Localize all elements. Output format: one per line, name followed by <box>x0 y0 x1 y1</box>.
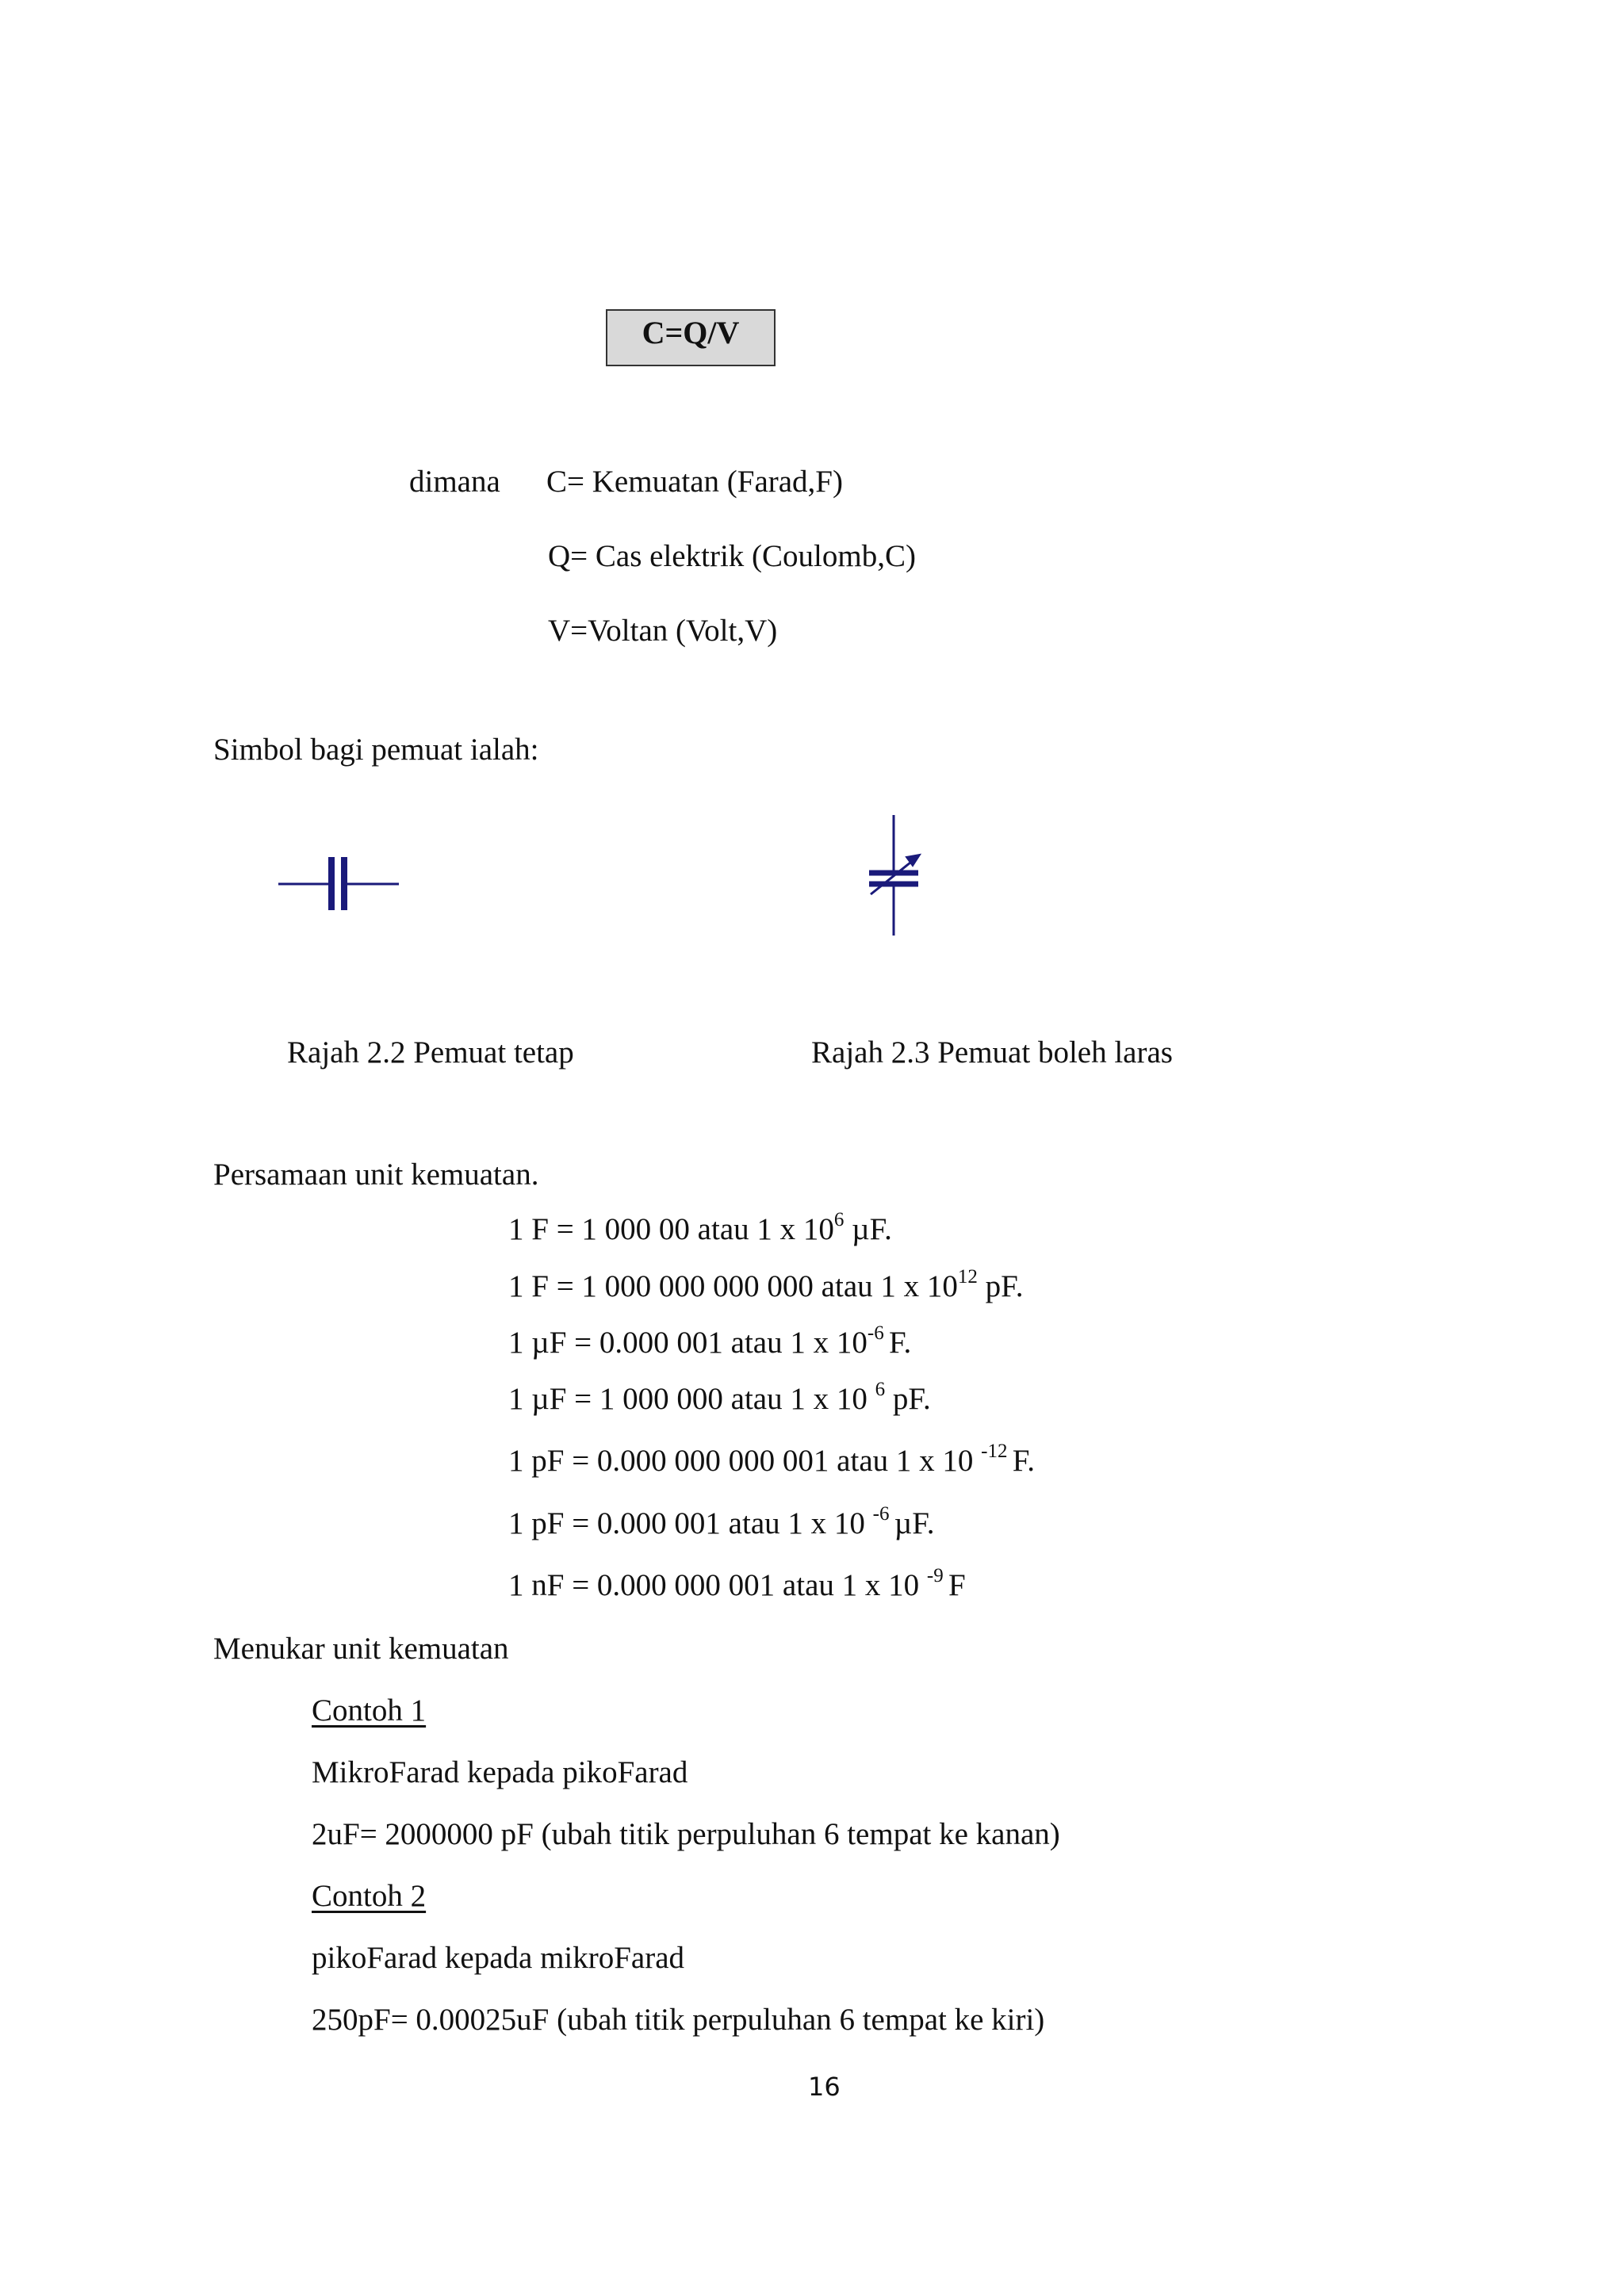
example-1-title: Contoh 1 <box>312 1693 427 1728</box>
unit-line: 1 F = 1 000 00 atau 1 x $10^6$ µF. <box>508 1209 892 1246</box>
example-2-title: Contoh 2 <box>312 1879 427 1913</box>
unit-line: 1 pF = 0.000 000 000 001 atau 1 x 10 $^{-12}$ F. <box>508 1441 1036 1478</box>
figure-caption-variable: Rajah 2.3 Pemuat boleh laras <box>811 1035 1173 1070</box>
page-number: 16 <box>808 2072 841 2102</box>
example-1-line: 2uF= 2000000 pF (ubah titik perpuluhan 6 tempat ke kanan) <box>312 1817 1060 1851</box>
formula-text: C=Q/V <box>642 315 740 350</box>
unit-line: 1 µF = 1 000 000 atau 1 x 10 $^6$ pF. <box>508 1379 931 1416</box>
example-2-subtitle: pikoFarad kepada mikroFarad <box>312 1941 685 1975</box>
definition-charge: Q= Cas elektrik (Coulomb,C) <box>548 539 916 573</box>
example-2-line: 250pF= 0.00025uF (ubah titik perpuluhan 6 tempat ke kiri) <box>312 2003 1045 2037</box>
example-1-subtitle: MikroFarad kepada pikoFarad <box>312 1755 688 1789</box>
definitions-lead: dimana <box>409 465 500 499</box>
figure-caption-fixed: Rajah 2.2 Pemuat tetap <box>287 1035 574 1070</box>
unit-line: 1 F = 1 000 000 000 000 atau 1 x $10^{12}$ pF. <box>508 1266 1024 1303</box>
definition-capacitance: C= Kemuatan (Farad,F) <box>546 465 843 499</box>
unit-equivalence-heading: Persamaan unit kemuatan. <box>213 1158 539 1192</box>
unit-line: 1 pF = 0.000 001 atau 1 x 10 $^{-6}$ µF. <box>508 1503 935 1540</box>
unit-line: 1 µF = 0.000 001 atau 1 x $10^{-6}$ F. <box>508 1322 912 1360</box>
definition-voltage: V=Voltan (Volt,V) <box>548 614 778 648</box>
conversion-heading: Menukar unit kemuatan <box>213 1632 509 1666</box>
symbols-intro: Simbol bagi pemuat ialah: <box>213 733 539 767</box>
unit-line: 1 nF = 0.000 000 001 atau 1 x 10 $^{-9}$ F <box>508 1565 966 1602</box>
